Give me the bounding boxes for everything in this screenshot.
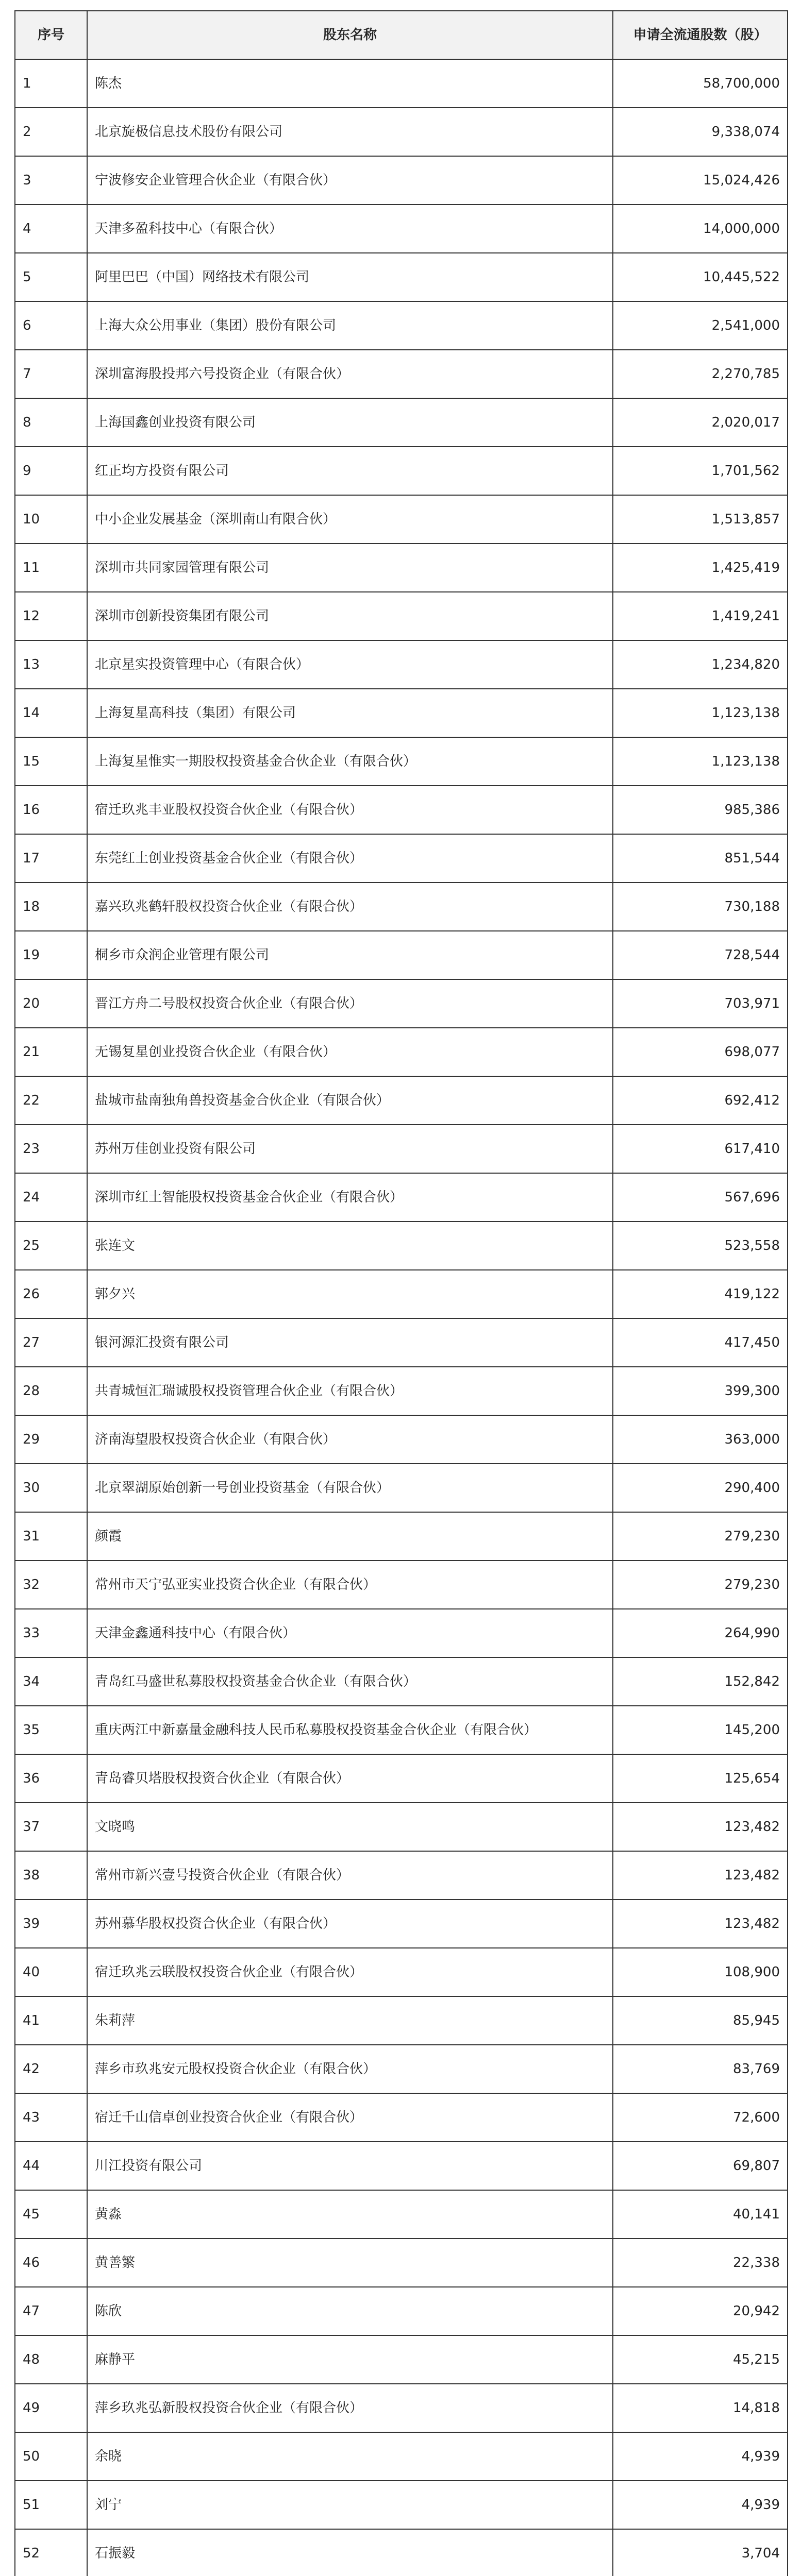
table-row: [15, 398, 788, 447]
row-shareholder-name: 北京旋极信息技术股份有限公司: [87, 108, 613, 156]
row-shareholder-name: 共青城恒汇瑞诚股权投资管理合伙企业（有限合伙）: [87, 1367, 613, 1415]
row-shareholder-name: 黄淼: [87, 2190, 613, 2239]
row-index: 6: [15, 301, 87, 350]
row-index: 15: [15, 737, 87, 786]
row-shares: 279,230: [613, 1561, 788, 1609]
table-row: [15, 1028, 788, 1076]
row-index: 50: [15, 2432, 87, 2481]
row-index: 31: [15, 1512, 87, 1561]
table-row: [15, 59, 788, 108]
row-shareholder-name: 麻静平: [87, 2335, 613, 2384]
row-shares: 1,425,419: [613, 544, 788, 592]
table-row: [15, 544, 788, 592]
row-index: 29: [15, 1415, 87, 1464]
table-row: [15, 1900, 788, 1948]
row-shareholder-name: 济南海望股权投资合伙企业（有限合伙）: [87, 1415, 613, 1464]
row-shareholder-name: 萍乡市玖兆安元股权投资合伙企业（有限合伙）: [87, 2045, 613, 2093]
row-index: 23: [15, 1125, 87, 1173]
row-shareholder-name: 郭夕兴: [87, 1270, 613, 1318]
table-row: [15, 1222, 788, 1270]
row-shareholder-name: 文晓鸣: [87, 1803, 613, 1851]
row-index: 47: [15, 2287, 87, 2335]
table-row: [15, 834, 788, 883]
row-shares: 290,400: [613, 1464, 788, 1512]
row-shareholder-name: 天津金鑫通科技中心（有限合伙）: [87, 1609, 613, 1657]
row-shareholder-name: 朱莉萍: [87, 1996, 613, 2045]
row-shareholder-name: 深圳市红土智能股权投资基金合伙企业（有限合伙）: [87, 1173, 613, 1222]
row-shareholder-name: 石振毅: [87, 2529, 613, 2576]
row-shareholder-name: 桐乡市众润企业管理有限公司: [87, 931, 613, 979]
row-shareholder-name: 银河源汇投资有限公司: [87, 1318, 613, 1367]
table-row: [15, 1125, 788, 1173]
row-index: 42: [15, 2045, 87, 2093]
row-shares: 85,945: [613, 1996, 788, 2045]
row-shares: 58,700,000: [613, 59, 788, 108]
table-row: [15, 1076, 788, 1125]
table-row: [15, 2287, 788, 2335]
row-index: 32: [15, 1561, 87, 1609]
row-shares: 399,300: [613, 1367, 788, 1415]
table-row: [15, 1754, 788, 1803]
header-row: [15, 11, 788, 59]
row-shareholder-name: 上海复星惟实一期股权投资基金合伙企业（有限合伙）: [87, 737, 613, 786]
row-shares: 152,842: [613, 1657, 788, 1706]
table-row: [15, 2190, 788, 2239]
row-shareholder-name: 天津多盈科技中心（有限合伙）: [87, 205, 613, 253]
row-index: 16: [15, 786, 87, 834]
row-shareholder-name: 阿里巴巴（中国）网络技术有限公司: [87, 253, 613, 301]
row-index: 45: [15, 2190, 87, 2239]
table-row: [15, 786, 788, 834]
table-row: [15, 447, 788, 495]
row-index: 46: [15, 2239, 87, 2287]
row-shares: 69,807: [613, 2142, 788, 2190]
row-index: 24: [15, 1173, 87, 1222]
row-shareholder-name: 宿迁千山信卓创业投资合伙企业（有限合伙）: [87, 2093, 613, 2142]
row-shareholder-name: 黄善繁: [87, 2239, 613, 2287]
row-shareholder-name: 盐城市盐南独角兽投资基金合伙企业（有限合伙）: [87, 1076, 613, 1125]
row-shareholder-name: 红正均方投资有限公司: [87, 447, 613, 495]
row-index: 12: [15, 592, 87, 640]
row-index: 48: [15, 2335, 87, 2384]
row-index: 34: [15, 1657, 87, 1706]
row-shareholder-name: 深圳富海股投邦六号投资企业（有限合伙）: [87, 350, 613, 398]
row-shareholder-name: 张连文: [87, 1222, 613, 1270]
table-row: [15, 301, 788, 350]
row-shareholder-name: 陈杰: [87, 59, 613, 108]
table-row: [15, 2481, 788, 2529]
table-row: [15, 592, 788, 640]
row-index: 19: [15, 931, 87, 979]
row-index: 27: [15, 1318, 87, 1367]
row-shareholder-name: 青岛睿贝塔股权投资合伙企业（有限合伙）: [87, 1754, 613, 1803]
row-shares: 851,544: [613, 834, 788, 883]
row-shareholder-name: 深圳市共同家园管理有限公司: [87, 544, 613, 592]
row-index: 49: [15, 2384, 87, 2432]
table-row: [15, 205, 788, 253]
row-shareholder-name: 萍乡玖兆弘新股权投资合伙企业（有限合伙）: [87, 2384, 613, 2432]
row-shares: 1,234,820: [613, 640, 788, 689]
row-shareholder-name: 陈欣: [87, 2287, 613, 2335]
row-shares: 9,338,074: [613, 108, 788, 156]
table-body: [15, 59, 788, 2576]
table-row: [15, 2045, 788, 2093]
row-shareholder-name: 刘宁: [87, 2481, 613, 2529]
row-index: 30: [15, 1464, 87, 1512]
row-shareholder-name: 苏州慕华股权投资合伙企业（有限合伙）: [87, 1900, 613, 1948]
row-shares: 1,419,241: [613, 592, 788, 640]
table-row: [15, 1415, 788, 1464]
row-shareholder-name: 上海大众公用事业（集团）股份有限公司: [87, 301, 613, 350]
table-row: [15, 1609, 788, 1657]
table-row: [15, 2432, 788, 2481]
row-shares: 703,971: [613, 979, 788, 1028]
table-row: [15, 1318, 788, 1367]
row-index: 13: [15, 640, 87, 689]
table-row: [15, 156, 788, 205]
table-row: [15, 1561, 788, 1609]
table-row: [15, 1706, 788, 1754]
table-row: [15, 1996, 788, 2045]
table-row: [15, 1657, 788, 1706]
row-shares: 2,270,785: [613, 350, 788, 398]
row-index: 5: [15, 253, 87, 301]
row-shares: 125,654: [613, 1754, 788, 1803]
row-shareholder-name: 余晓: [87, 2432, 613, 2481]
row-index: 36: [15, 1754, 87, 1803]
table-row: [15, 737, 788, 786]
row-shares: 83,769: [613, 2045, 788, 2093]
table-row: [15, 1173, 788, 1222]
row-shares: 4,939: [613, 2432, 788, 2481]
row-shares: 14,818: [613, 2384, 788, 2432]
row-shares: 123,482: [613, 1803, 788, 1851]
row-shares: 3,704: [613, 2529, 788, 2576]
table-row: [15, 1512, 788, 1561]
table-row: [15, 2529, 788, 2576]
row-shareholder-name: 中小企业发展基金（深圳南山有限合伙）: [87, 495, 613, 544]
shareholder-table: [14, 10, 788, 2576]
row-index: 38: [15, 1851, 87, 1900]
row-index: 18: [15, 883, 87, 931]
row-shares: 1,701,562: [613, 447, 788, 495]
row-shares: 419,122: [613, 1270, 788, 1318]
row-index: 40: [15, 1948, 87, 1996]
row-shares: 617,410: [613, 1125, 788, 1173]
table-row: [15, 883, 788, 931]
row-shareholder-name: 上海复星高科技（集团）有限公司: [87, 689, 613, 737]
row-shareholder-name: 重庆两江中新嘉量金融科技人民币私募股权投资基金合伙企业（有限合伙）: [87, 1706, 613, 1754]
table-row: [15, 2142, 788, 2190]
table-row: [15, 2239, 788, 2287]
row-shares: 145,200: [613, 1706, 788, 1754]
row-shareholder-name: 宿迁玖兆丰亚股权投资合伙企业（有限合伙）: [87, 786, 613, 834]
row-shares: 1,123,138: [613, 737, 788, 786]
row-shareholder-name: 宁波修安企业管理合伙企业（有限合伙）: [87, 156, 613, 205]
row-shares: 20,942: [613, 2287, 788, 2335]
row-index: 7: [15, 350, 87, 398]
row-shares: 22,338: [613, 2239, 788, 2287]
row-index: 44: [15, 2142, 87, 2190]
table-row: [15, 2093, 788, 2142]
row-index: 37: [15, 1803, 87, 1851]
table-row: [15, 253, 788, 301]
row-index: 33: [15, 1609, 87, 1657]
row-index: 14: [15, 689, 87, 737]
row-shares: 692,412: [613, 1076, 788, 1125]
row-shares: 72,600: [613, 2093, 788, 2142]
row-index: 9: [15, 447, 87, 495]
row-index: 35: [15, 1706, 87, 1754]
table-row: [15, 1270, 788, 1318]
row-shares: 45,215: [613, 2335, 788, 2384]
row-shares: 264,990: [613, 1609, 788, 1657]
row-shareholder-name: 苏州万佳创业投资有限公司: [87, 1125, 613, 1173]
row-shares: 363,000: [613, 1415, 788, 1464]
row-shares: 40,141: [613, 2190, 788, 2239]
row-shareholder-name: 常州市新兴壹号投资合伙企业（有限合伙）: [87, 1851, 613, 1900]
row-index: 2: [15, 108, 87, 156]
row-shares: 279,230: [613, 1512, 788, 1561]
row-shares: 730,188: [613, 883, 788, 931]
row-shares: 567,696: [613, 1173, 788, 1222]
row-index: 22: [15, 1076, 87, 1125]
table-row: [15, 495, 788, 544]
row-index: 11: [15, 544, 87, 592]
row-shares: 15,024,426: [613, 156, 788, 205]
row-index: 28: [15, 1367, 87, 1415]
row-shares: 417,450: [613, 1318, 788, 1367]
row-shares: 14,000,000: [613, 205, 788, 253]
row-shareholder-name: 北京翠湖原始创新一号创业投资基金（有限合伙）: [87, 1464, 613, 1512]
row-shareholder-name: 上海国鑫创业投资有限公司: [87, 398, 613, 447]
row-shareholder-name: 晋江方舟二号股权投资合伙企业（有限合伙）: [87, 979, 613, 1028]
table-row: [15, 2384, 788, 2432]
row-shares: 123,482: [613, 1851, 788, 1900]
row-shareholder-name: 东莞红土创业投资基金合伙企业（有限合伙）: [87, 834, 613, 883]
row-shareholder-name: 常州市天宁弘亚实业投资合伙企业（有限合伙）: [87, 1561, 613, 1609]
row-shares: 728,544: [613, 931, 788, 979]
row-shares: 4,939: [613, 2481, 788, 2529]
row-index: 10: [15, 495, 87, 544]
table-row: [15, 1803, 788, 1851]
row-shares: 1,123,138: [613, 689, 788, 737]
row-shareholder-name: 川江投资有限公司: [87, 2142, 613, 2190]
row-shareholder-name: 宿迁玖兆云联股权投资合伙企业（有限合伙）: [87, 1948, 613, 1996]
row-shares: 2,541,000: [613, 301, 788, 350]
row-shareholder-name: 青岛红马盛世私募股权投资基金合伙企业（有限合伙）: [87, 1657, 613, 1706]
table-row: [15, 689, 788, 737]
table-row: [15, 1464, 788, 1512]
table-row: [15, 931, 788, 979]
table-row: [15, 640, 788, 689]
row-shareholder-name: 嘉兴玖兆鹤轩股权投资合伙企业（有限合伙）: [87, 883, 613, 931]
row-index: 1: [15, 59, 87, 108]
row-shareholder-name: 颜霞: [87, 1512, 613, 1561]
row-index: 26: [15, 1270, 87, 1318]
row-index: 8: [15, 398, 87, 447]
row-index: 17: [15, 834, 87, 883]
row-shares: 123,482: [613, 1900, 788, 1948]
row-shareholder-name: 深圳市创新投资集团有限公司: [87, 592, 613, 640]
row-shares: 698,077: [613, 1028, 788, 1076]
table-row: [15, 108, 788, 156]
row-index: 4: [15, 205, 87, 253]
row-shares: 523,558: [613, 1222, 788, 1270]
row-shares: 1,513,857: [613, 495, 788, 544]
table-row: [15, 2335, 788, 2384]
table-row: [15, 1367, 788, 1415]
row-index: 3: [15, 156, 87, 205]
row-shareholder-name: 北京星实投资管理中心（有限合伙）: [87, 640, 613, 689]
row-index: 25: [15, 1222, 87, 1270]
row-index: 20: [15, 979, 87, 1028]
row-shares: 2,020,017: [613, 398, 788, 447]
row-index: 41: [15, 1996, 87, 2045]
table-row: [15, 1948, 788, 1996]
row-index: 52: [15, 2529, 87, 2576]
table-row: [15, 979, 788, 1028]
table-row: [15, 350, 788, 398]
row-index: 51: [15, 2481, 87, 2529]
row-index: 21: [15, 1028, 87, 1076]
row-shares: 10,445,522: [613, 253, 788, 301]
row-index: 43: [15, 2093, 87, 2142]
header-shares: 申请全流通股数（股）: [613, 11, 788, 59]
row-index: 39: [15, 1900, 87, 1948]
table-row: [15, 1851, 788, 1900]
row-shareholder-name: 无锡复星创业投资合伙企业（有限合伙）: [87, 1028, 613, 1076]
header-shareholder-name: 股东名称: [87, 11, 613, 59]
row-shares: 985,386: [613, 786, 788, 834]
row-shares: 108,900: [613, 1948, 788, 1996]
header-index: 序号: [15, 11, 87, 59]
table-header: [15, 11, 788, 59]
